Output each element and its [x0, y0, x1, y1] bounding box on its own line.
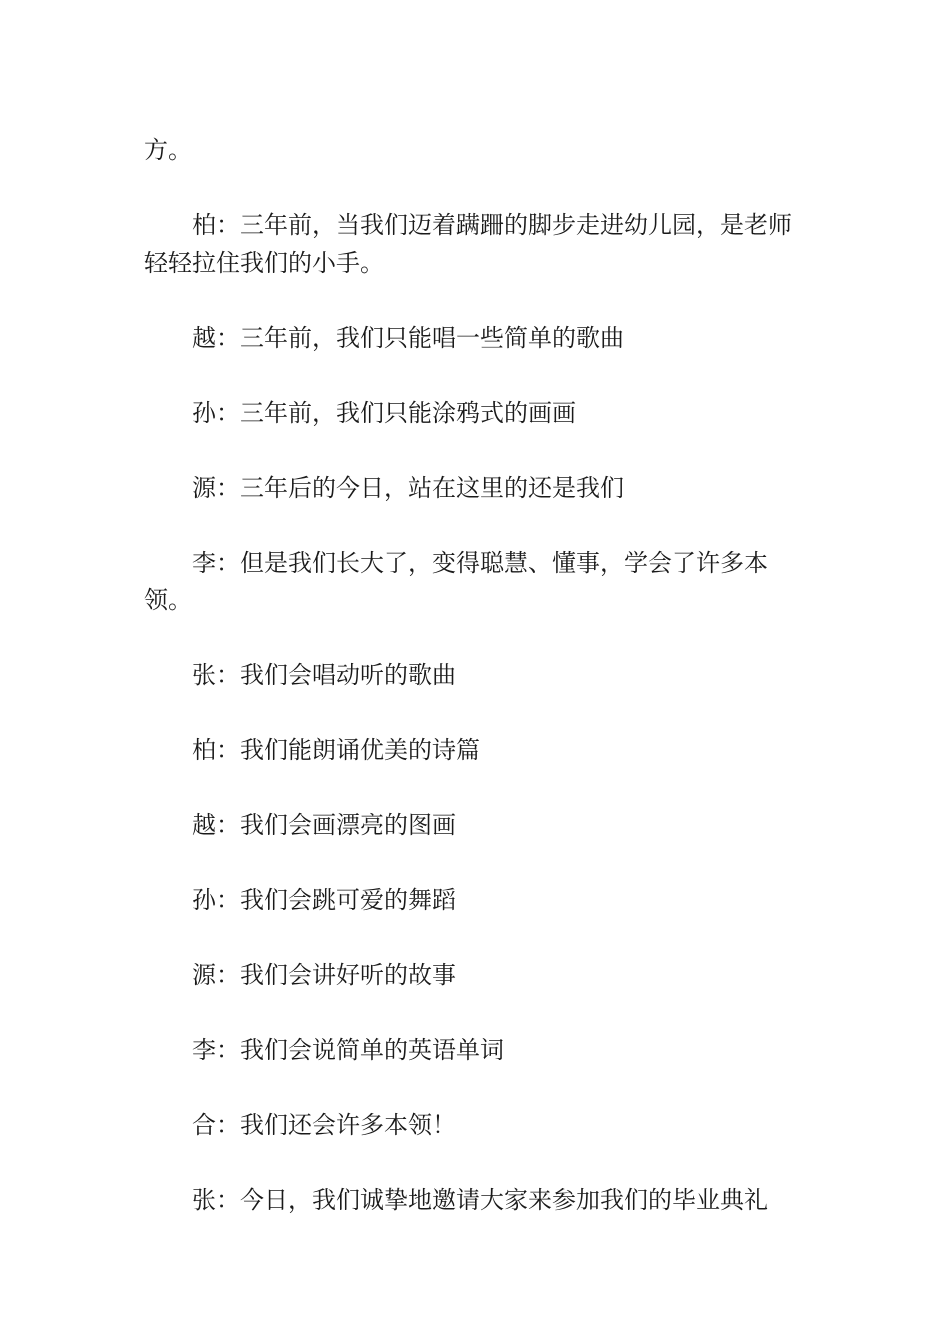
paragraph-6: 张：我们会唱动听的歌曲	[192, 661, 456, 689]
paragraph-7: 柏：我们能朗诵优美的诗篇	[192, 736, 480, 764]
paragraph-13: 张：今日，我们诚挚地邀请大家来参加我们的毕业典礼	[192, 1186, 768, 1214]
paragraph-12: 合：我们还会许多本领！	[192, 1111, 456, 1139]
paragraph-8: 越：我们会画漂亮的图画	[192, 811, 456, 839]
paragraph-1: 柏：三年前，当我们迈着蹒跚的脚步走进幼儿园，是老师轻轻拉住我们的小手。	[144, 211, 792, 277]
paragraph-10: 源：我们会讲好听的故事	[192, 961, 456, 989]
paragraph-9: 孙：我们会跳可爱的舞蹈	[192, 886, 456, 914]
paragraph-2: 越：三年前，我们只能唱一些简单的歌曲	[192, 323, 624, 352]
paragraph-11: 李：我们会说简单的英语单词	[192, 1036, 504, 1064]
paragraph-5: 李：但是我们长大了，变得聪慧、懂事，学会了许多本领。	[144, 548, 768, 614]
document-body	[144, 132, 809, 1220]
paragraph-0: 方。	[144, 136, 192, 164]
paragraph-3: 孙：三年前，我们只能涂鸦式的画画	[192, 398, 576, 427]
paragraph-4: 源：三年后的今日，站在这里的还是我们	[192, 473, 624, 502]
